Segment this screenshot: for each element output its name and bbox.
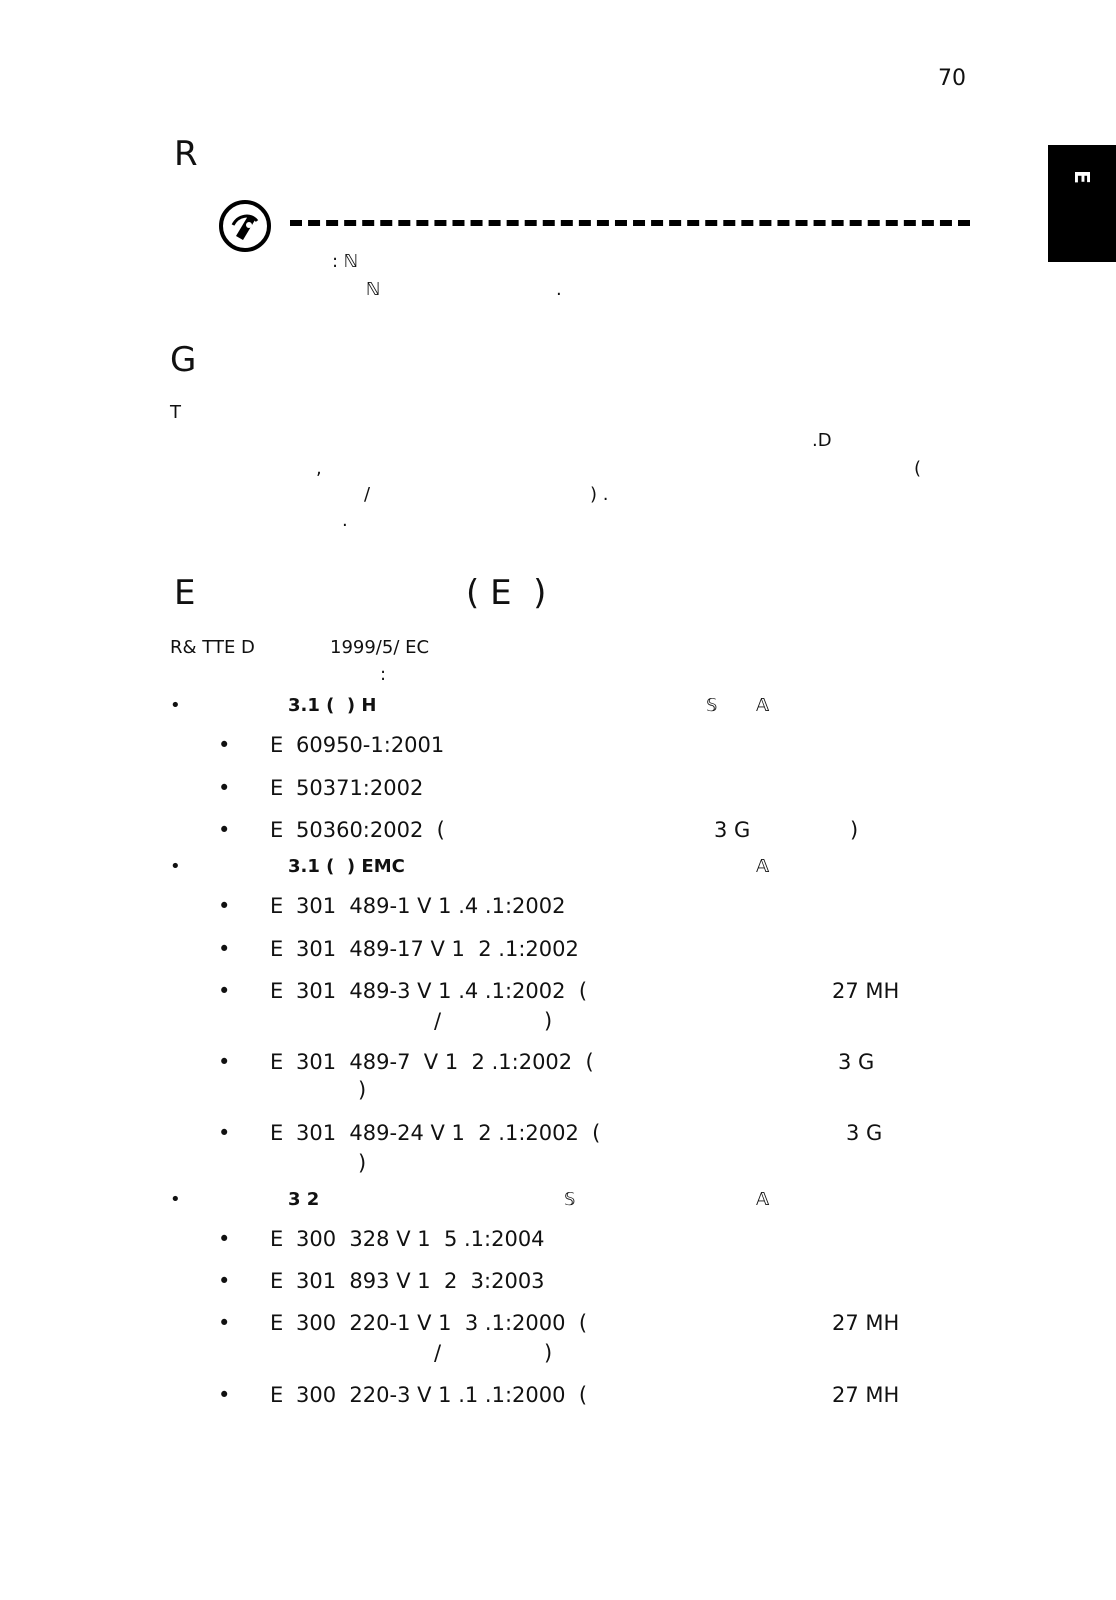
group3-label: 3 2 — [288, 1189, 320, 1210]
group1-label: 3.1 ( ) H — [288, 695, 377, 716]
note-text-line1: : ℕ — [332, 251, 359, 272]
group2-symbol-a: 𝔸 — [756, 856, 770, 877]
group2-label: 3.1 ( ) EMC — [288, 856, 405, 877]
bullet-icon: • — [218, 776, 231, 800]
intro-rtte: R& TTE D — [170, 637, 255, 658]
list-item-prefix: E — [270, 1383, 284, 1407]
list-item-standard: 300 328 V 1 5 .1:2004 — [296, 1227, 545, 1251]
list-item-close: ) — [850, 818, 859, 842]
bullet-icon: • — [218, 1227, 231, 1251]
group3-symbol-a: 𝔸 — [756, 1189, 770, 1210]
list-item-slash: / — [434, 1009, 442, 1033]
list-item-prefix: E — [270, 894, 284, 918]
list-item-standard: 301 489-24 V 1 2 .1:2002 ( — [296, 1121, 601, 1145]
note-pen-icon — [218, 199, 272, 253]
list-item-standard: 301 489-17 V 1 2 .1:2002 — [296, 937, 579, 961]
paragraph-g-line3a: , — [316, 458, 322, 479]
intro-directive: 1999/5/ EC — [330, 637, 430, 658]
list-item-note: 27 MH — [832, 1311, 900, 1335]
paragraph-g-line2: .D — [812, 430, 832, 451]
bullet-icon: • — [218, 1311, 231, 1335]
bullet-icon: • — [218, 1121, 231, 1145]
list-item-close: ) — [358, 1151, 367, 1175]
bullet-icon: • — [218, 937, 231, 961]
bullet-icon: • — [218, 894, 231, 918]
bullet-icon: • — [218, 1050, 231, 1074]
note-text-end: . — [556, 279, 562, 300]
list-item-standard: 301 489-3 V 1 .4 .1:2002 ( — [296, 979, 588, 1003]
note-divider — [290, 220, 970, 226]
bullet-icon: • — [170, 856, 181, 877]
note-text-symbol: ℕ — [366, 279, 381, 300]
group1-symbol-s: 𝕊 — [706, 695, 718, 716]
section-heading-e-abbrev: ( E ) — [466, 573, 547, 613]
list-item-standard: 301 489-1 V 1 .4 .1:2002 — [296, 894, 566, 918]
list-item-prefix: E — [270, 733, 284, 757]
list-item-note: 27 MH — [832, 1383, 900, 1407]
list-item-prefix: E — [270, 1050, 284, 1074]
intro-colon: : — [380, 664, 387, 685]
list-item-prefix: E — [270, 937, 284, 961]
bullet-icon: • — [170, 1189, 181, 1210]
list-item-note: 3 G — [846, 1121, 883, 1145]
section-heading-g: G — [170, 340, 197, 380]
list-item-prefix: E — [270, 1227, 284, 1251]
paragraph-g-line5: . — [342, 510, 348, 531]
list-item-close: ) — [358, 1078, 367, 1102]
bullet-icon: • — [218, 1269, 231, 1293]
list-item-standard: 50360:2002 ( — [296, 818, 445, 842]
list-item-note: 27 MH — [832, 979, 900, 1003]
paragraph-g-line4a: / — [364, 484, 371, 505]
list-item-prefix: E — [270, 1269, 284, 1293]
list-item-close: ) — [544, 1341, 553, 1365]
list-item-slash: / — [434, 1341, 442, 1365]
list-item-note: 3 G — [838, 1050, 875, 1074]
bullet-icon: • — [218, 733, 231, 757]
list-item-standard: 300 220-1 V 1 3 .1:2000 ( — [296, 1311, 588, 1335]
bullet-icon: • — [218, 1383, 231, 1407]
list-item-note: 3 G — [714, 818, 751, 842]
bullet-icon: • — [218, 818, 231, 842]
section-heading-e: E — [174, 573, 196, 613]
paragraph-g-line1: T — [170, 402, 181, 423]
list-item-prefix: E — [270, 1121, 284, 1145]
list-item-standard: 301 489-7 V 1 2 .1:2002 ( — [296, 1050, 594, 1074]
paragraph-g-line3b: ( — [914, 458, 922, 479]
section-heading-r: R — [174, 134, 198, 174]
language-side-tab — [1048, 145, 1116, 262]
list-item-prefix: E — [270, 776, 284, 800]
list-item-prefix: E — [270, 979, 284, 1003]
group1-symbol-a: 𝔸 — [756, 695, 770, 716]
list-item-prefix: E — [270, 1311, 284, 1335]
list-item-standard: 301 893 V 1 2 3:2003 — [296, 1269, 545, 1293]
side-tab-label: E — [1070, 170, 1094, 184]
list-item-standard: 50371:2002 — [296, 776, 424, 800]
list-item-standard: 60950-1:2001 — [296, 733, 445, 757]
list-item-standard: 300 220-3 V 1 .1 .1:2000 ( — [296, 1383, 588, 1407]
list-item-prefix: E — [270, 818, 284, 842]
paragraph-g-line4b: ) . — [590, 484, 609, 505]
group3-symbol-s: 𝕊 — [564, 1189, 576, 1210]
bullet-icon: • — [170, 695, 181, 716]
page-number: 70 — [938, 66, 966, 91]
bullet-icon: • — [218, 979, 231, 1003]
list-item-close: ) — [544, 1009, 553, 1033]
